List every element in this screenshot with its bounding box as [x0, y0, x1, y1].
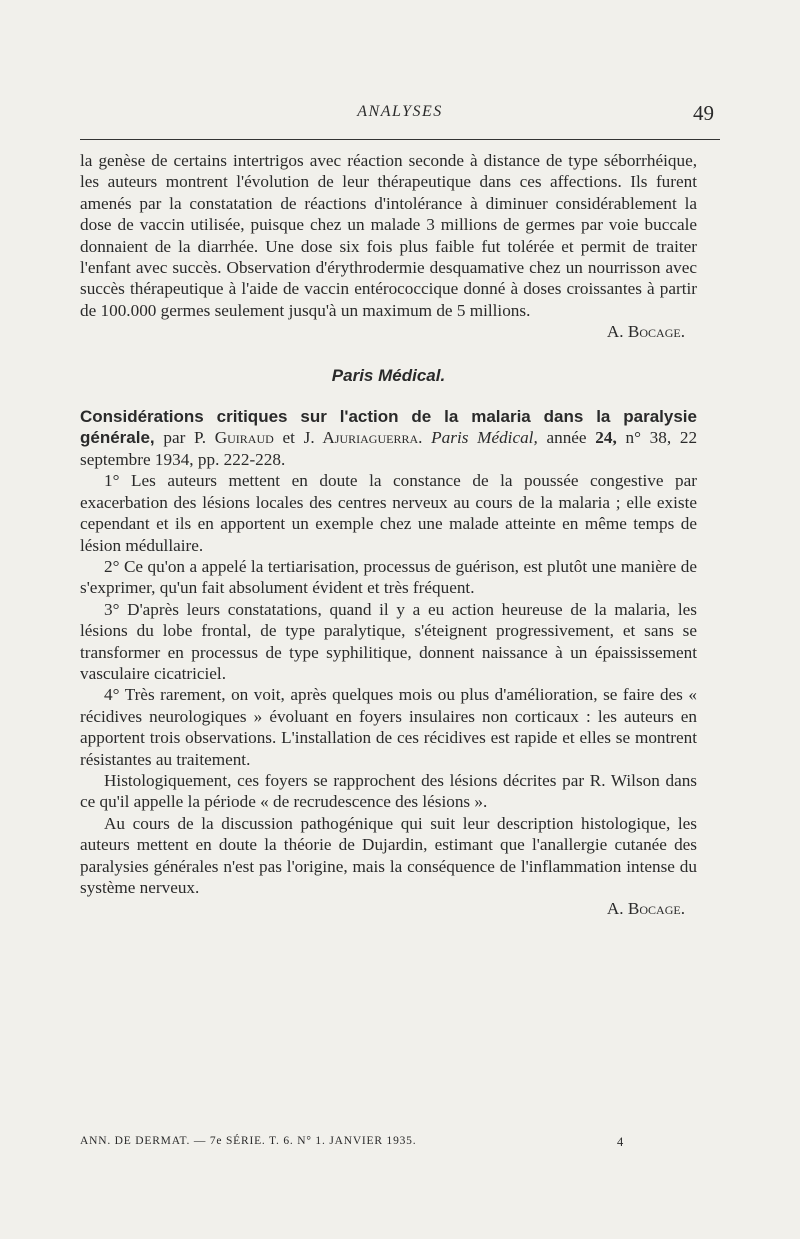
running-title: ANALYSES: [357, 103, 443, 120]
article2-and: et: [282, 428, 295, 448]
article2-author1: P. Guiraud: [194, 428, 274, 448]
article2-by: par: [163, 428, 186, 448]
page-number: 49: [693, 101, 714, 125]
article2-final-paragraph: Au cours de la discussion pathogénique qui suit leur description histologique, les auteurs mettent en doute la théorie de Dujardin, estimant que l'anallergie cutanée des paralysies générales n'est pas l'origine, mais la conséquence de l'inflammation intense du système nerveux.: [80, 813, 697, 897]
footer-citation: ANN. DE DERMAT. — 7e SÉRIE. T. 6. N° 1. JANVIER 1935.: [80, 1135, 417, 1147]
journal-heading: Paris Médical.: [331, 365, 446, 385]
article2-author2: J. Ajuriaguerra.: [303, 428, 423, 448]
article2-paragraph-3: 3° D'après leurs constatations, quand il y a eu action heureuse de la malaria, les lésions du lobe frontal, de type paralytique, s'éteignent progressivement, et sans se transformer en processus de type syphilitique, donnent naissance à un épaississement vasculaire cicatriciel.: [80, 599, 697, 683]
article2-paragraph-5: Histologiquement, ces foyers se rapprochent des lésions décrites par R. Wilson dans ce qu'il appelle la période « de recrudescence des lésions ».: [80, 770, 697, 812]
page-body: [80, 150, 697, 920]
article2-date-pages: 22 septembre 1934, pp. 222-228.: [80, 428, 698, 469]
article2-volume: 24,: [595, 428, 617, 448]
footer-sheet-number: 4: [617, 1135, 625, 1149]
article2-journal: Paris Médical,: [431, 428, 538, 448]
article2-heading: [80, 406, 697, 470]
header-rule: [80, 139, 720, 140]
page-header: [80, 103, 720, 139]
article2-paragraph-1: 1° Les auteurs mettent en doute la constance de la poussée congestive par exacerbation des lésions locales des centres nerveux au cours de la malaria ; elle existe cependant et ils en apportent un exemple chez une malade atteinte en même temps de lésion médullaire.: [80, 471, 697, 555]
article2-paragraph-2: 2° Ce qu'on a appelé la tertiarisation, processus de guérison, est plutôt une manière de s'exprimer, qu'un fait absolument évident et très fréquent.: [80, 556, 697, 598]
article2-paragraph-4: 4° Très rarement, on voit, après quelques mois ou plus d'amélioration, se faire des « récidives neurologiques » évoluant en foyers insulaires non corticaux : les auteurs en apportent trois observations. L'installation de ces récidives est rapide et elles se montrent résistantes au traitement.: [80, 685, 697, 769]
article1-signature: A. Bocage.: [606, 322, 685, 342]
article2-signature: A. Bocage.: [606, 899, 685, 919]
article2-title: Considérations critiques sur l'action de la malaria dans la paralysie générale,: [80, 407, 697, 448]
article2-issue: n° 38,: [625, 428, 672, 448]
article1-continuation-text: la genèse de certains intertrigos avec réaction seconde à distance de type séborrhéique, les auteurs montrent l'évolution de leur thérapeutique dans ces affections. Ils furent amenés par la constatation de réactions d'intolérance à diminuer considérablement la dose de vaccin utilisée, puisque chez un malade 3 millions de germes par voie buccale donnaient de la diarrhée. Une dose six fois plus faible fut tolérée et permit de traiter l'enfant avec succès. Observation d'érythrodermie desquamative chez un nourrisson avec succès thérapeutique à l'aide de vaccin entérococcique donné à doses croissantes à partir de 100.000 germes seulement jusqu'à un maximum de 5 millions.: [80, 151, 697, 320]
article2-year-label: année: [546, 428, 587, 448]
